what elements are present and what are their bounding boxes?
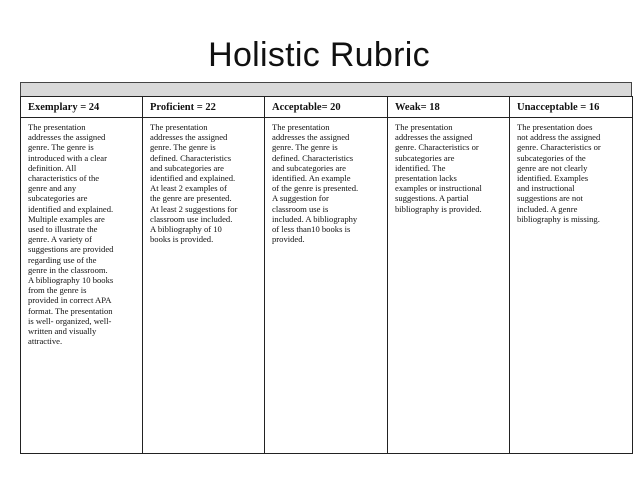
cell-weak [388,118,510,454]
cell-exemplary [21,118,143,454]
description-line: attractive. [28,336,63,347]
description-line: subcategories of the [517,152,586,163]
description-line: characteristics of the [28,173,100,184]
description-line: books is provided. [150,234,214,245]
description-line: identified. An example [272,173,351,184]
description-line: suggestions are not [517,193,583,204]
description-line: and subcategories are [272,162,346,173]
description-line: genre. The genre is [272,142,338,153]
description-line: defined. Characteristics [150,152,232,163]
description-line: The presentation [28,122,86,132]
description-line: classroom use included. [150,213,233,224]
description-line: genre. The genre is [28,142,94,153]
description-line: identified. Examples [517,173,589,184]
description-line: A suggestion for [272,193,329,204]
description-line: identified. The [395,162,446,173]
description-line: of the genre is presented. [272,183,359,194]
description-line: genre. Characteristics or [517,142,601,153]
description-line: genre. The genre is [150,142,216,153]
description-line: included. A genre [517,203,578,214]
description-line: At least 2 examples of [150,183,227,194]
cell-unacceptable [510,118,633,454]
description-line: defined. Characteristics [272,152,354,163]
description-line: included. A bibliography [272,213,358,224]
description-line: subcategories are [28,193,88,204]
cell-proficient [143,118,265,454]
header-proficient: Proficient = 22 [143,97,265,118]
description-line: genre. Characteristics or [395,142,479,153]
description-line: and instructional [517,183,575,194]
description-line: addresses the assigned [28,132,106,143]
description-line: introduced with a clear [28,152,107,163]
header-exemplary: Exemplary = 24 [21,97,143,118]
description-line: examples or instructional [395,183,482,194]
description-line: subcategories are [395,152,455,163]
description-line: not address the assigned [517,132,601,143]
description-line: bibliography is missing. [517,213,600,224]
description-line: bibliography is provided. [395,203,482,214]
header-row [21,97,633,118]
description-line: The presentation [395,122,453,132]
description-line: presentation lacks [395,173,457,184]
description-line: and subcategories are [150,162,224,173]
description-line: of less than10 books is [272,224,351,235]
cell-acceptable [265,118,388,454]
description-line: suggestions are provided [28,244,114,255]
description-line: Multiple examples are [28,213,105,224]
description-line: A bibliography of 10 [150,224,222,235]
rubric-table [20,96,633,454]
table-top-band [20,82,632,96]
description-line: addresses the assigned [272,132,350,143]
description-line: genre and any [28,183,77,194]
description-line: genre are not clearly [517,162,588,173]
description-line: genre in the classroom. [28,264,108,275]
header-weak: Weak= 18 [388,97,510,118]
header-acceptable: Acceptable= 20 [265,97,388,118]
description-line: regarding use of the [28,254,97,265]
page-title: Holistic Rubric [208,36,430,74]
description-line: definition. All [28,162,77,173]
description-line: The presentation [150,122,208,132]
description-line: written and visually [28,326,97,337]
description-line: addresses the assigned [395,132,473,143]
description-line: is well- organized, well- [28,315,112,326]
description-line: addresses the assigned [150,132,228,143]
header-unacceptable: Unacceptable = 16 [510,97,633,118]
description-line: The presentation [272,122,330,132]
table-row [21,118,633,454]
description-line: provided in correct APA [28,295,112,306]
description-line: used to illustrate the [28,224,98,235]
description-line: The presentation does [517,122,593,132]
description-line: A bibliography 10 books [28,275,114,286]
description-line: suggestions. A partial [395,193,469,204]
description-line: from the genre is [28,285,87,296]
description-line: genre. A variety of [28,234,92,245]
description-line: format. The presentation [28,305,113,316]
description-line: classroom use is [272,203,329,214]
description-line: the genre are presented. [150,193,232,204]
description-line: identified and explained. [150,173,236,184]
description-line: provided. [272,234,305,245]
description-line: At least 2 suggestions for [150,203,238,214]
description-line: identified and explained. [28,203,114,214]
